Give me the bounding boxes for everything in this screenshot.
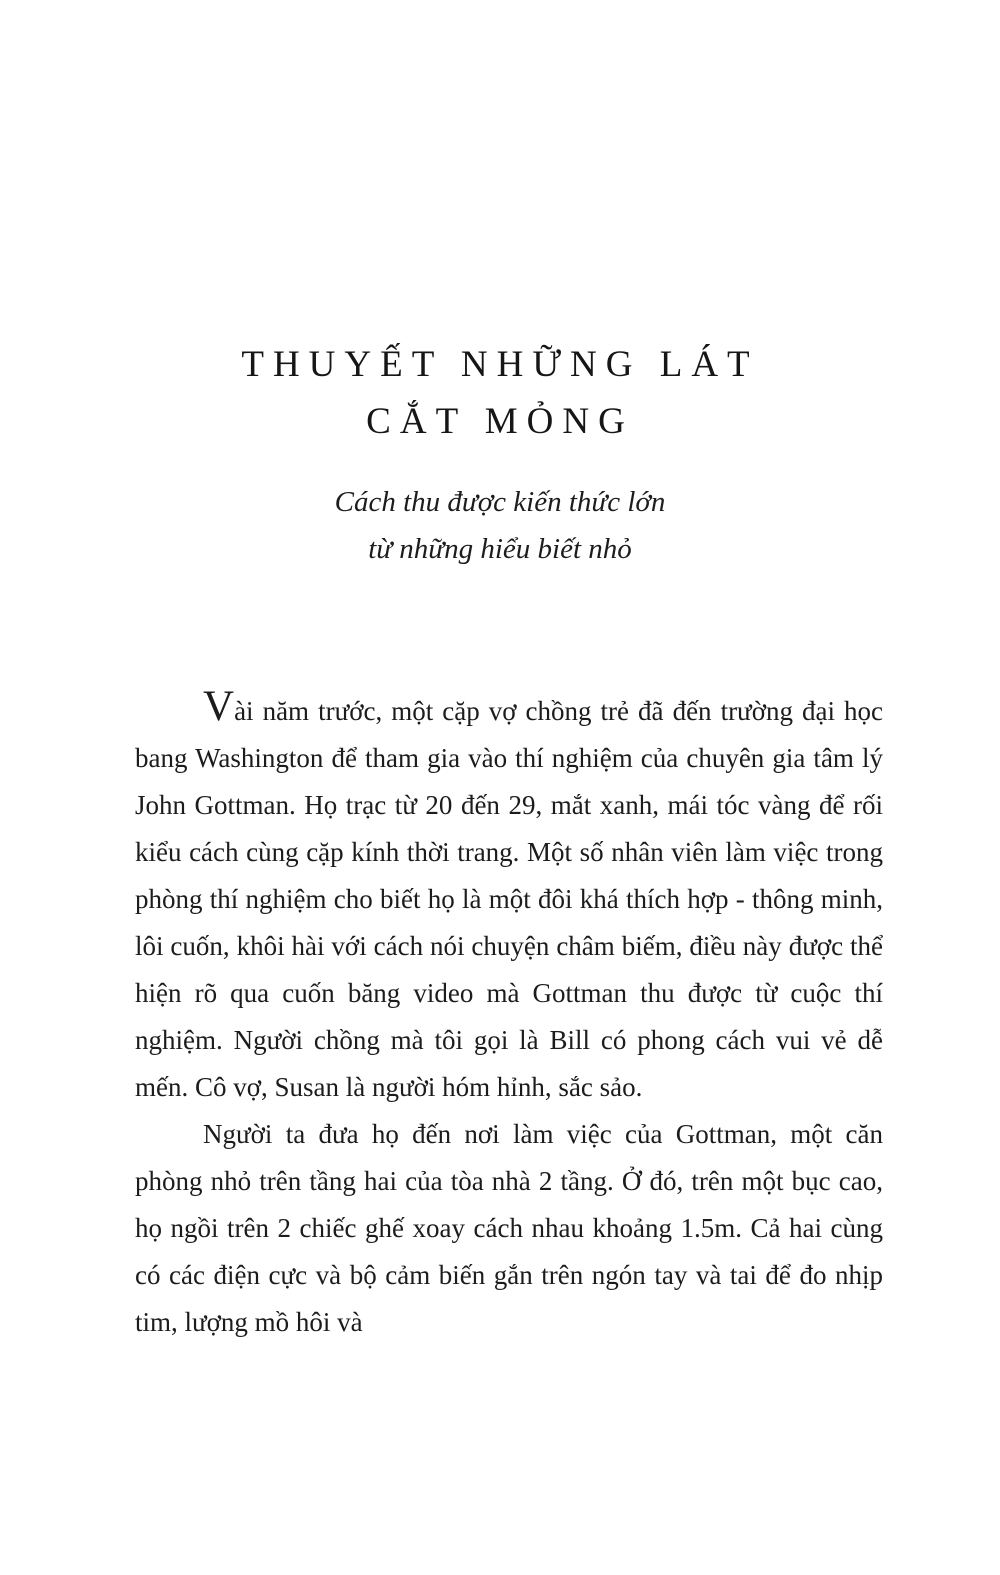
chapter-title [0,336,1000,450]
chapter-subtitle-line-2: từ những hiểu biết nhỏ [368,533,632,565]
chapter-subtitle-line-1: Cách thu được kiến thức lớn [334,486,666,518]
body-text [135,683,883,1346]
paragraph-2-text: Người ta đưa họ đến nơi làm việc của Gottman, một căn phòng nhỏ trên tầng hai của tòa nhà 2 tầng. Ở đó, trên một bục cao, họ ngồi trên 2 chiếc ghế xoay cách nhau khoảng 1.5m. Cả hai cùng có các điện cực và bộ cảm biến gắn trên ngón tay và tai để đo nhịp tim, lượng mồ hôi và [135,1119,883,1337]
chapter-title-line-1: THUYẾT NHỮNG LÁT [241,344,759,385]
drop-cap: V [203,683,235,730]
paragraph-1-text: ài năm trước, một cặp vợ chồng trẻ đã đến trường đại học bang Washington để tham gia vào thí nghiệm của chuyên gia tâm lý John Gottman. Họ trạc từ 20 đến 29, mắt xanh, mái tóc vàng để rối kiểu cách cùng cặp kính thời trang. Một số nhân viên làm việc trong phòng thí nghiệm cho biết họ là một đôi khá thích hợp - thông minh, lôi cuốn, khôi hài với cách nói chuyện châm biếm, điều này được thể hiện rõ qua cuốn băng video mà Gottman thu được từ cuộc thí nghiệm. Người chồng mà tôi gọi là Bill có phong cách vui vẻ dễ mến. Cô vợ, Susan là người hóm hỉnh, sắc sảo. [135,696,883,1102]
chapter-title-line-2: CẮT MỎNG [366,401,634,442]
chapter-subtitle [0,479,1000,573]
paragraph-1 [135,683,883,1111]
paragraph-2 [135,1111,883,1346]
